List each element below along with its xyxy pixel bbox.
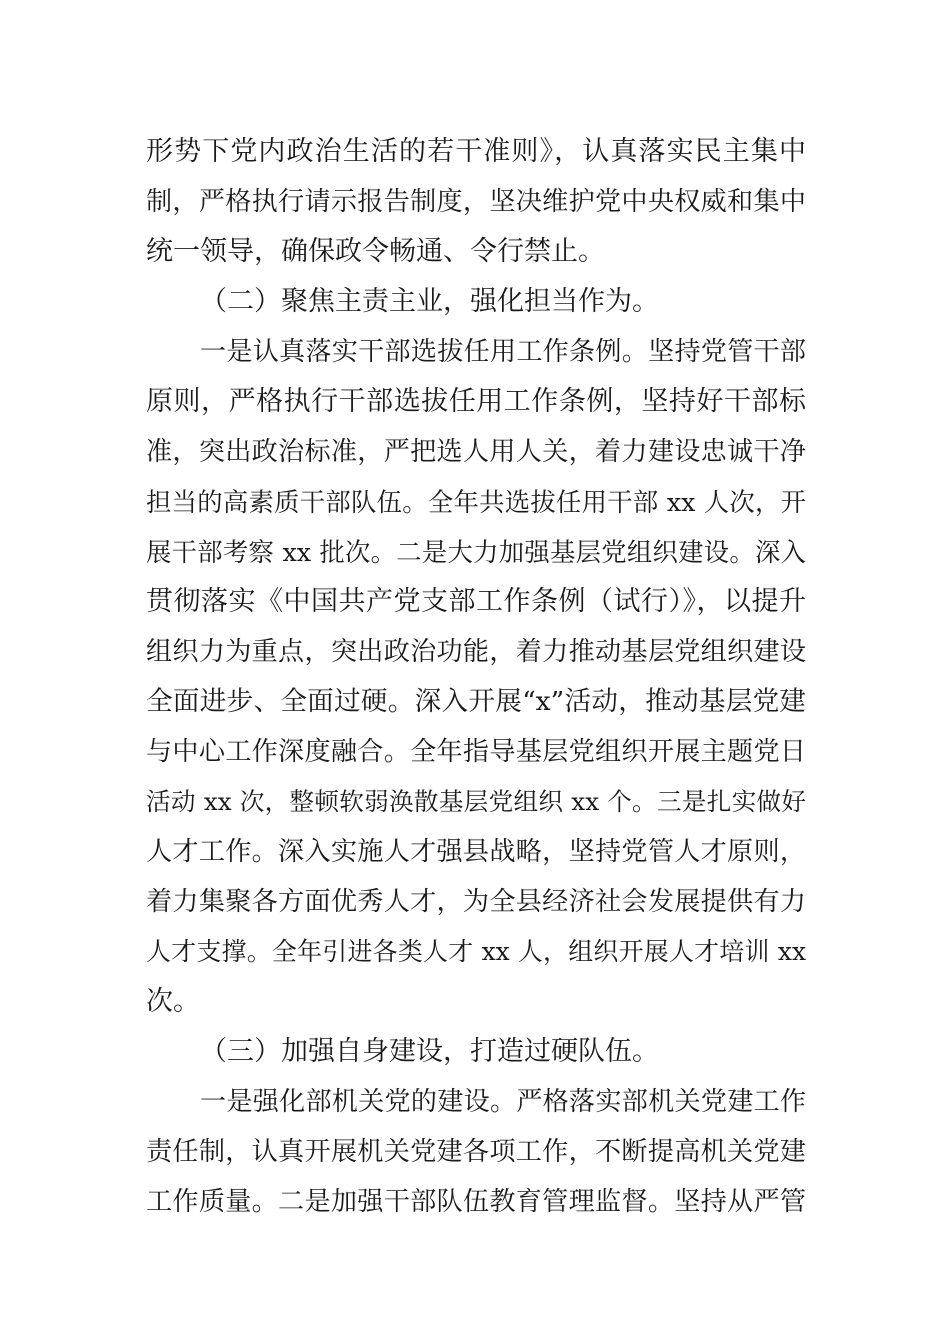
text-line: 统一领导，确保政令畅通、令行禁止。 (146, 236, 605, 267)
text-line: 工作质量。二是加强干部队伍教育管理监督。坚持从严管 (146, 1187, 806, 1217)
text-line: 着力集聚各方面优秀人才，为全县经济社会发展提供有力 (146, 887, 806, 917)
text-line: 活动 xx 次，整顿软弱涣散基层党组织 xx 个。三是扎实做好 (146, 787, 806, 816)
text-line: 一是认真落实干部选拔任用工作条例。坚持党管干部 (200, 337, 806, 367)
text-line: 组织力为重点，突出政治功能，着力推动基层党组织建设 (146, 637, 806, 667)
text-line: 与中心工作深度融合。全年指导基层党组织开展主题党日 (146, 737, 806, 767)
text-line: 贯彻落实《中国共产党支部工作条例（试行）》，以提升 (146, 586, 806, 617)
section-heading: （二）聚焦主责主业，强化担当作为。 (200, 286, 659, 317)
text-line: 人才支撑。全年引进各类人才 xx 人，组织开展人才培训 xx (146, 937, 806, 966)
text-line: 次。 (146, 986, 200, 1017)
text-line: 责任制，认真开展机关党建各项工作，不断提高机关党建 (146, 1137, 806, 1167)
text-line: 准，突出政治标准，严把选人用人关，着力建设忠诚干净 (146, 437, 806, 467)
text-line: 展干部考察 xx 批次。二是大力加强基层党组织建设。深入 (146, 537, 806, 567)
text-line: 担当的高素质干部队伍。全年共选拔任用干部 xx 人次，开 (146, 487, 806, 517)
text-line: 全面进步、全面过硬。深入开展“x”活动，推动基层党建 (146, 686, 806, 717)
section-heading: （三）加强自身建设，打造过硬队伍。 (200, 1036, 659, 1067)
text-line: 形势下党内政治生活的若干准则》，认真落实民主集中 (146, 136, 806, 167)
text-line: 制，严格执行请示报告制度，坚决维护党中央权威和集中 (146, 187, 806, 217)
text-line: 原则，严格执行干部选拔任用工作条例，坚持好干部标 (146, 386, 806, 417)
text-line: 一是强化部机关党的建设。严格落实部机关党建工作 (200, 1087, 806, 1117)
text-line: 人才工作。深入实施人才强县战略，坚持党管人才原则， (146, 837, 806, 867)
